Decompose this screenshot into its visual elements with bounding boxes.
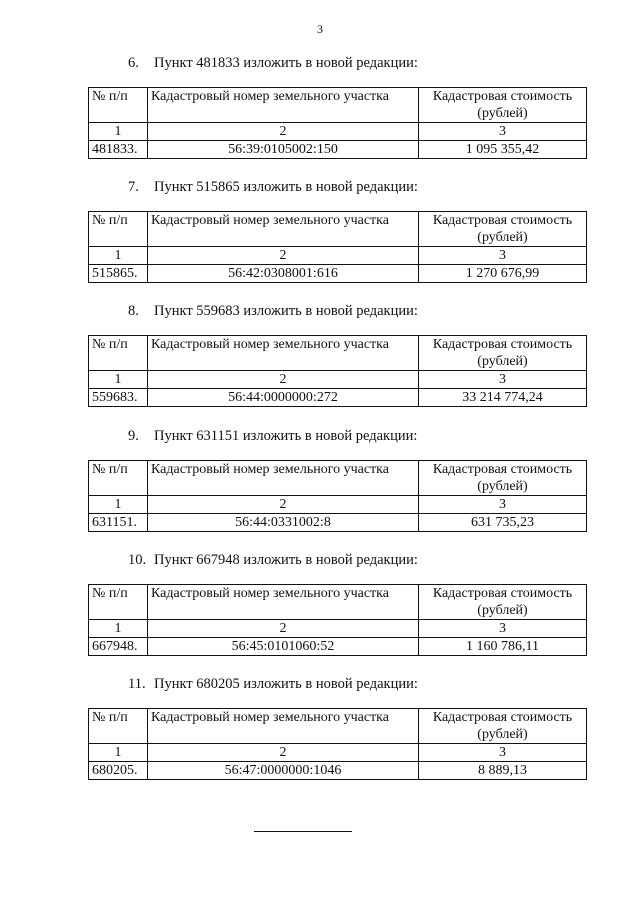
header-num: № п/п — [89, 212, 148, 247]
cadastral-number-cell: 56:39:0105002:150 — [148, 141, 419, 159]
table-index-row — [89, 371, 587, 389]
index-cell: 1 — [89, 744, 148, 762]
section-number: 7. — [128, 179, 139, 195]
table-row — [89, 265, 587, 283]
table-header-row — [89, 336, 587, 371]
section-heading — [128, 179, 418, 196]
row-number-cell: 680205. — [89, 762, 148, 780]
table-index-row — [89, 247, 587, 265]
table-header-row — [89, 709, 587, 744]
index-cell: 3 — [419, 371, 587, 389]
section-heading — [128, 676, 418, 693]
index-cell: 3 — [419, 496, 587, 514]
cadastral-number-cell: 56:45:0101060:52 — [148, 638, 419, 656]
section-text: Пункт 680205 изложить в новой редакции: — [154, 676, 418, 692]
header-cadastral-number: Кадастровый номер земельного участка — [148, 88, 419, 123]
header-cadastral-cost: Кадастровая стоимость (рублей) — [419, 88, 587, 123]
cadastral-cost-cell: 1 160 786,11 — [419, 638, 587, 656]
header-cadastral-cost: Кадастровая стоимость (рублей) — [419, 336, 587, 371]
section-number: 11. — [128, 676, 146, 692]
header-num: № п/п — [89, 709, 148, 744]
index-cell: 2 — [148, 496, 419, 514]
index-cell: 2 — [148, 371, 419, 389]
header-cadastral-number: Кадастровый номер земельного участка — [148, 461, 419, 496]
row-number-cell: 631151. — [89, 514, 148, 532]
index-cell: 1 — [89, 371, 148, 389]
section-text: Пункт 515865 изложить в новой редакции: — [154, 179, 418, 195]
table-header-row — [89, 88, 587, 123]
index-cell: 2 — [148, 247, 419, 265]
cadastral-cost-cell: 631 735,23 — [419, 514, 587, 532]
row-number-cell: 667948. — [89, 638, 148, 656]
table-index-row — [89, 496, 587, 514]
table-row — [89, 762, 587, 780]
cadastral-cost-cell: 1 095 355,42 — [419, 141, 587, 159]
index-cell: 2 — [148, 620, 419, 638]
index-cell: 3 — [419, 620, 587, 638]
row-number-cell: 481833. — [89, 141, 148, 159]
table-row — [89, 638, 587, 656]
header-num: № п/п — [89, 88, 148, 123]
row-number-cell: 559683. — [89, 389, 148, 407]
index-cell: 3 — [419, 247, 587, 265]
section-heading — [128, 55, 418, 72]
section-heading — [128, 552, 418, 569]
cadastral-number-cell: 56:42:0308001:616 — [148, 265, 419, 283]
section-number: 9. — [128, 428, 139, 444]
cadastral-cost-cell: 8 889,13 — [419, 762, 587, 780]
section-text: Пункт 559683 изложить в новой редакции: — [154, 303, 418, 319]
cadastral-cost-cell: 33 214 774,24 — [419, 389, 587, 407]
table-row — [89, 141, 587, 159]
section-text: Пункт 667948 изложить в новой редакции: — [154, 552, 418, 568]
header-cadastral-number: Кадастровый номер земельного участка — [148, 585, 419, 620]
index-cell: 1 — [89, 123, 148, 141]
section-heading — [128, 428, 417, 445]
header-num: № п/п — [89, 585, 148, 620]
section-text: Пункт 631151 изложить в новой редакции: — [154, 428, 418, 444]
cadastral-table — [88, 335, 587, 407]
index-cell: 2 — [148, 123, 419, 141]
header-cadastral-number: Кадастровый номер земельного участка — [148, 336, 419, 371]
index-cell: 1 — [89, 620, 148, 638]
header-cadastral-cost: Кадастровая стоимость (рублей) — [419, 709, 587, 744]
section-number: 6. — [128, 55, 139, 71]
row-number-cell: 515865. — [89, 265, 148, 283]
header-cadastral-number: Кадастровый номер земельного участка — [148, 212, 419, 247]
cadastral-number-cell: 56:47:0000000:1046 — [148, 762, 419, 780]
index-cell: 1 — [89, 247, 148, 265]
section-text: Пункт 481833 изложить в новой редакции: — [154, 55, 418, 71]
index-cell: 1 — [89, 496, 148, 514]
section-number: 8. — [128, 303, 139, 319]
header-cadastral-cost: Кадастровая стоимость (рублей) — [419, 461, 587, 496]
table-header-row — [89, 461, 587, 496]
table-index-row — [89, 620, 587, 638]
cadastral-table — [88, 87, 587, 159]
cadastral-table — [88, 584, 587, 656]
cadastral-table — [88, 460, 587, 532]
cadastral-table — [88, 211, 587, 283]
header-num: № п/п — [89, 336, 148, 371]
header-cadastral-number: Кадастровый номер земельного участка — [148, 709, 419, 744]
table-index-row — [89, 123, 587, 141]
cadastral-number-cell: 56:44:0331002:8 — [148, 514, 419, 532]
header-num: № п/п — [89, 461, 148, 496]
section-number: 10. — [128, 552, 147, 568]
cadastral-table — [88, 708, 587, 780]
section-heading — [128, 303, 418, 320]
cadastral-number-cell: 56:44:0000000:272 — [148, 389, 419, 407]
index-cell: 2 — [148, 744, 419, 762]
header-cadastral-cost: Кадастровая стоимость (рублей) — [419, 212, 587, 247]
table-index-row — [89, 744, 587, 762]
footer-rule — [254, 831, 352, 832]
table-row — [89, 389, 587, 407]
page-number: 3 — [317, 22, 323, 36]
index-cell: 3 — [419, 123, 587, 141]
table-header-row — [89, 585, 587, 620]
index-cell: 3 — [419, 744, 587, 762]
table-row — [89, 514, 587, 532]
cadastral-cost-cell: 1 270 676,99 — [419, 265, 587, 283]
table-header-row — [89, 212, 587, 247]
header-cadastral-cost: Кадастровая стоимость (рублей) — [419, 585, 587, 620]
